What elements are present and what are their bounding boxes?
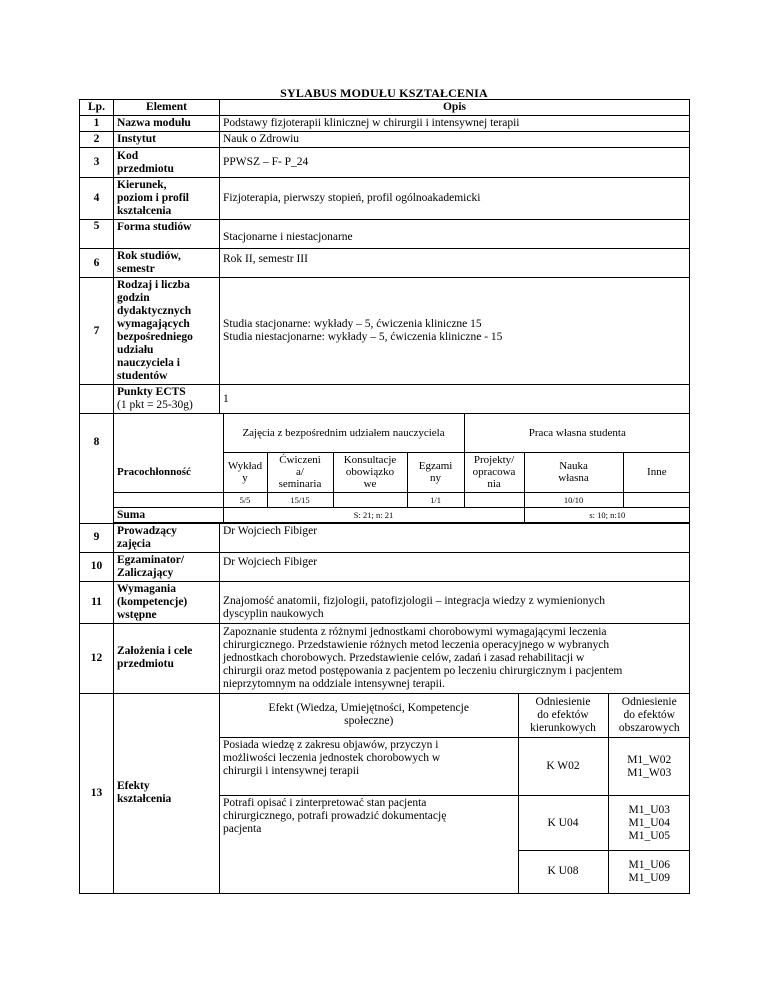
row-opis: Podstawy fizjoterapii klinicznej w chirurgii i intensywnej terapii [220, 116, 690, 132]
val-projekty [464, 492, 524, 507]
row-lp: 4 [80, 178, 114, 220]
row-lp: 6 [80, 249, 114, 278]
row-opis: Rok II, semestr III [220, 249, 690, 278]
row-lp: 1 [80, 116, 114, 132]
effect-text [220, 851, 518, 893]
row-element: Instytut [114, 132, 220, 148]
val-wyklady: 5/5 [223, 492, 267, 507]
row-opis: Znajomość anatomii, fizjologii, patofizjologii – integracja wiedzy z wymienionych dyscyplin naukowych [220, 581, 690, 623]
row-lp: 13 [80, 693, 114, 893]
effect-kier: K W02 [518, 738, 608, 796]
syllabus-table [79, 99, 690, 894]
group-self: Praca własna studenta [464, 414, 690, 452]
row-lp: 2 [80, 132, 114, 148]
row-7 [80, 278, 690, 385]
row-8 [80, 414, 690, 523]
group-contact: Zajęcia z bezpośrednim udziałem nauczyciela [223, 414, 464, 452]
val-nauka: 10/10 [524, 492, 623, 507]
header-lp: Lp. [80, 100, 114, 116]
val-egzaminy: 1/1 [407, 492, 464, 507]
row-lp: 8 [80, 414, 114, 524]
effect-obsz: M1_W02 M1_W03 [608, 738, 690, 796]
col-projekty: Projekty/ opracowa nia [464, 452, 524, 492]
row-10 [80, 552, 690, 581]
effect-obsz: M1_U03 M1_U04 M1_U05 [608, 796, 690, 851]
effect-text: Potrafi opisać i zinterpretować stan pacjenta chirurgicznego, potrafi prowadzić dokumentację pacjenta [220, 796, 518, 851]
col-inne: Inne [623, 452, 690, 492]
col-konsultacje: Konsultacje obowiązko we [333, 452, 407, 492]
val-konsultacje [333, 492, 407, 507]
row-lp: 9 [80, 523, 114, 552]
effects-cell [220, 693, 690, 893]
workload-cell [114, 414, 690, 523]
row-element: Kierunek, poziom i profil kształcenia [114, 178, 220, 220]
effects-head-efekt: Efekt (Wiedza, Umiejętności, Kompetencje społeczne) [220, 694, 518, 738]
effect-kier: K U08 [518, 851, 608, 893]
row-lp [80, 385, 114, 414]
row-ects [80, 385, 690, 414]
header-row [80, 100, 690, 116]
row-12 [80, 623, 690, 693]
workload-spacer [114, 414, 223, 452]
effect-row [220, 851, 690, 893]
row-opis: Stacjonarne i niestacjonarne [220, 220, 690, 249]
col-cwiczenia: Ćwiczeni a/ seminaria [267, 452, 333, 492]
val-inne [623, 492, 690, 507]
row-5 [80, 220, 690, 249]
effect-kier: K U04 [518, 796, 608, 851]
header-opis: Opis [220, 100, 690, 116]
workload-table [114, 414, 690, 522]
effect-row [220, 738, 690, 796]
row-lp: 12 [80, 623, 114, 693]
effect-text: Posiada wiedzę z zakresu objawów, przyczyn i możliwości leczenia jednostek chorobowych w chirurgii i intensywnej terapii [220, 738, 518, 796]
row-2 [80, 132, 690, 148]
row-element: Prowadzący zajęcia [114, 523, 220, 552]
row-6 [80, 249, 690, 278]
row-lp: 10 [80, 552, 114, 581]
row-element: Punkty ECTS (1 pkt = 25-30g) [114, 385, 220, 414]
row-element: Efekty kształcenia [114, 693, 220, 893]
row-lp: 3 [80, 148, 114, 178]
col-wyklady: Wykład y [223, 452, 267, 492]
row-opis: 1 [220, 385, 690, 414]
row-opis: Fizjoterapia, pierwszy stopień, profil ogólnoakademicki [220, 178, 690, 220]
row-3 [80, 148, 690, 178]
row-1 [80, 116, 690, 132]
row-opis: Studia stacjonarne: wykłady – 5, ćwiczenia kliniczne 15 Studia niestacjonarne: wykłady – 5, ćwiczenia kliniczne - 15 [220, 278, 690, 385]
effects-head-obsz: Odniesienie do efektów obszarowych [608, 694, 690, 738]
row-element: Egzaminator/ Zaliczający [114, 552, 220, 581]
row-opis: Dr Wojciech Fibiger [220, 523, 690, 552]
val-cwiczenia: 15/15 [267, 492, 333, 507]
row-opis: PPWSZ – F- P_24 [220, 148, 690, 178]
row-lp: 11 [80, 581, 114, 623]
header-element: Element [114, 100, 220, 116]
sum-contact: S: 21; n: 21 [223, 507, 524, 522]
row-opis: Dr Wojciech Fibiger [220, 552, 690, 581]
row-element: Nazwa modułu [114, 116, 220, 132]
row-element: Rok studiów, semestr [114, 249, 220, 278]
effect-obsz: M1_U06 M1_U09 [608, 851, 690, 893]
sum-self: s: 10; n:10 [524, 507, 690, 522]
row-11 [80, 581, 690, 623]
workload-label: Pracochłonność [114, 452, 223, 492]
effects-table [220, 694, 690, 893]
row-element: Kod przedmiotu [114, 148, 220, 178]
row-element: Założenia i cele przedmiotu [114, 623, 220, 693]
effects-head-kier: Odniesienie do efektów kierunkowych [518, 694, 608, 738]
effect-row [220, 796, 690, 851]
row-lp: 7 [80, 278, 114, 385]
row-9 [80, 523, 690, 552]
row-element: Wymagania (kompetencje) wstępne [114, 581, 220, 623]
document-title: SYLABUS MODUŁU KSZTAŁCENIA [280, 86, 488, 100]
row-4 [80, 178, 690, 220]
row-opis: Zapoznanie studenta z różnymi jednostkami chorobowymi wymagającymi leczenia chirurgicznego. Przedstawienie różnych metod leczenia operacyjnego w wybranych jednostkach chorobowych. Przedstawienie celów, zadań i zasad rehabilitacji w chirurgii oraz metod postępowania z pacjentem po leczeniu chirurgicznym i pacjentem nieprzytomnym na oddziale intensywnej terapii. [220, 623, 690, 693]
workload-spacer [114, 492, 223, 507]
workload-sum-label: Suma [114, 507, 223, 522]
row-element: Rodzaj i liczba godzin dydaktycznych wymagających bezpośredniego udziału nauczyciela i studentów [114, 278, 220, 385]
row-13 [80, 693, 690, 893]
col-nauka: Nauka własna [524, 452, 623, 492]
row-lp: 5 [80, 220, 114, 249]
row-opis: Nauk o Zdrowiu [220, 132, 690, 148]
row-element: Forma studiów [114, 220, 220, 249]
col-egzaminy: Egzami ny [407, 452, 464, 492]
